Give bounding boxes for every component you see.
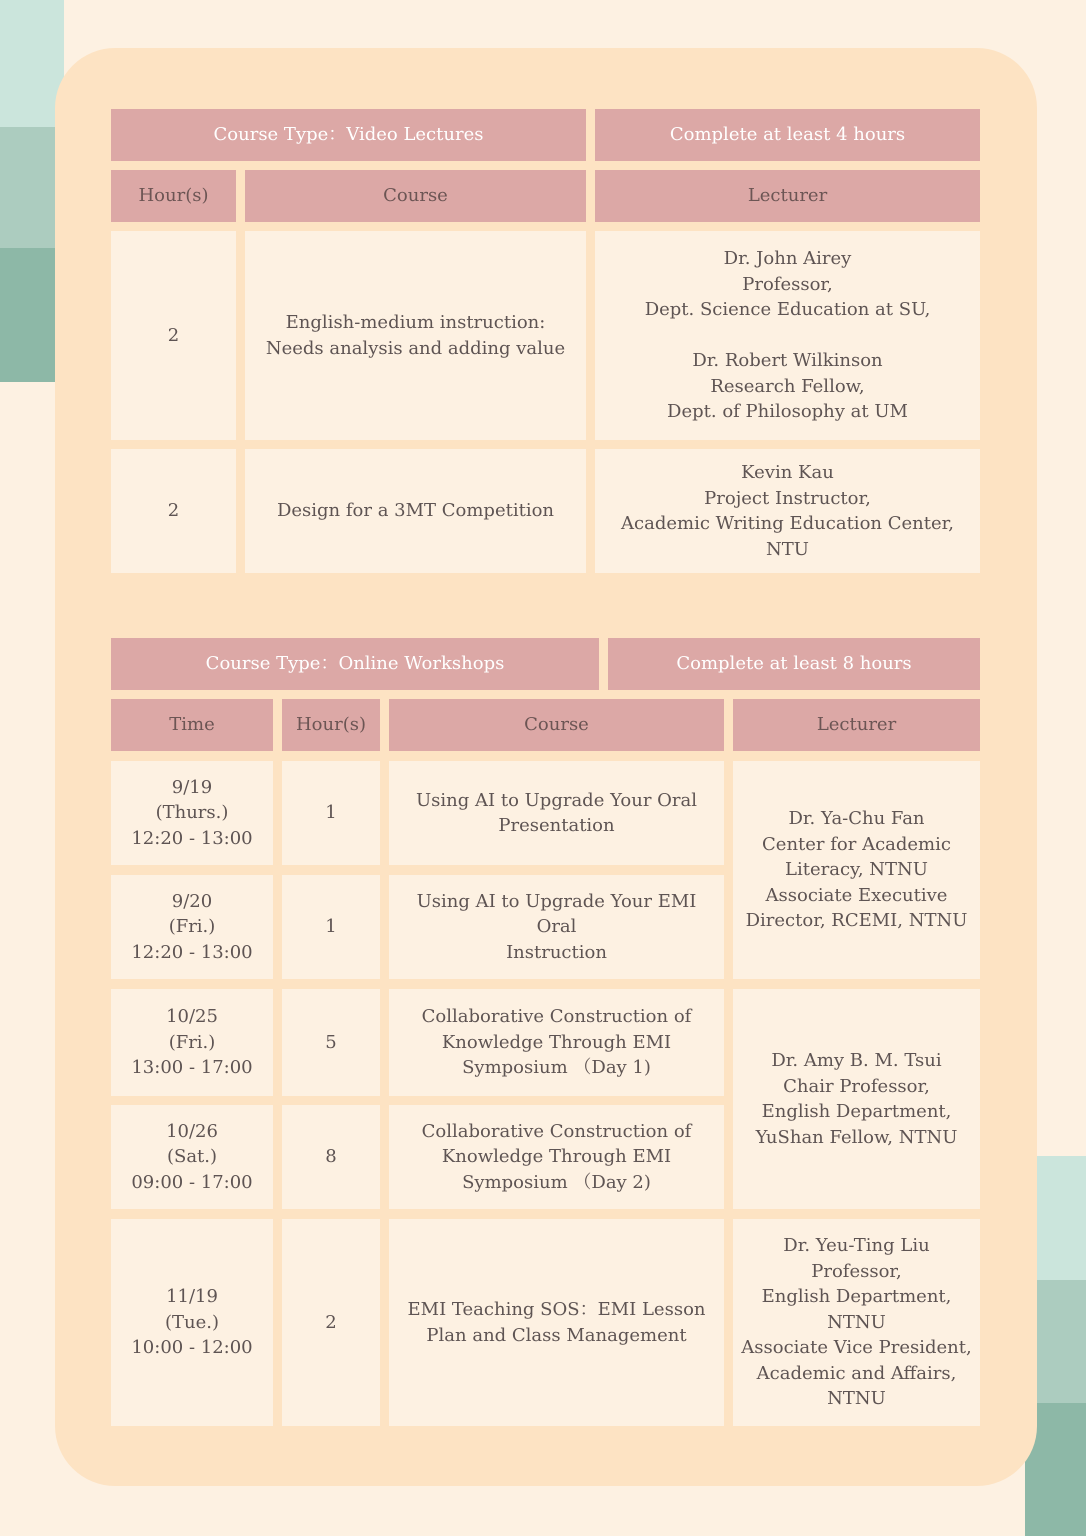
video-row-1-lecturer: Dr. John Airey Professor, Dept. Science Education at SU, Dr. Robert Wilkinson Research Fellow, Dept. of Philosophy at UM [595,231,980,440]
workshop-course-column-header: Course [389,699,724,751]
video-lecturer-column-header: Lecturer [595,170,980,222]
workshop-row-1-time: 9/19 (Thurs.) 12:20 - 13:00 [111,761,273,865]
workshop-row-2-course: Using AI to Upgrade Your EMI Oral Instruction [389,875,724,979]
workshop-requirement-header: Complete at least 8 hours [608,638,980,690]
video-course-column-header: Course [245,170,586,222]
video-row-2-lecturer: Kevin Kau Project Instructor, Academic Writing Education Center, NTU [595,449,980,573]
video-row-2-course: Design for a 3MT Competition [245,449,586,573]
workshop-lecturer-3: Dr. Yeu-Ting Liu Professor, English Department, NTNU Associate Vice President, Academic and Affairs, NTNU [733,1219,980,1426]
video-requirement-header: Complete at least 4 hours [595,109,980,161]
workshop-lecturer-2: Dr. Amy B. M. Tsui Chair Professor, English Department, YuShan Fellow, NTNU [733,989,980,1209]
workshop-row-4-course: Collaborative Construction of Knowledge Through EMI Symposium （Day 2) [389,1105,724,1209]
workshop-row-4-time: 10/26 (Sat.) 09:00 - 17:00 [111,1105,273,1209]
workshop-row-5-time: 11/19 (Tue.) 10:00 - 12:00 [111,1219,273,1426]
workshop-row-5-hours: 2 [282,1219,380,1426]
workshop-row-2-time: 9/20 (Fri.) 12:20 - 13:00 [111,875,273,979]
workshop-row-1-course: Using AI to Upgrade Your Oral Presentation [389,761,724,865]
workshop-row-1-hours: 1 [282,761,380,865]
workshop-hours-column-header: Hour(s) [282,699,380,751]
workshop-row-3-hours: 5 [282,989,380,1096]
workshop-row-3-time: 10/25 (Fri.) 13:00 - 17:00 [111,989,273,1096]
workshop-row-2-hours: 1 [282,875,380,979]
workshop-lecturer-column-header: Lecturer [733,699,980,751]
workshop-row-4-hours: 8 [282,1105,380,1209]
workshop-row-3-course: Collaborative Construction of Knowledge Through EMI Symposium （Day 1) [389,989,724,1096]
workshop-time-column-header: Time [111,699,273,751]
video-course-type-header: Course Type：Video Lectures [111,109,586,161]
video-row-1-hours: 2 [111,231,236,440]
video-row-1-course: English-medium instruction: Needs analysis and adding value [245,231,586,440]
workshop-row-5-course: EMI Teaching SOS：EMI Lesson Plan and Class Management [389,1219,724,1426]
video-row-2-hours: 2 [111,449,236,573]
workshop-course-type-header: Course Type：Online Workshops [111,638,599,690]
workshop-lecturer-1: Dr. Ya-Chu Fan Center for Academic Literacy, NTNU Associate Executive Director, RCEMI, NTNU [733,761,980,979]
video-hours-column-header: Hour(s) [111,170,236,222]
